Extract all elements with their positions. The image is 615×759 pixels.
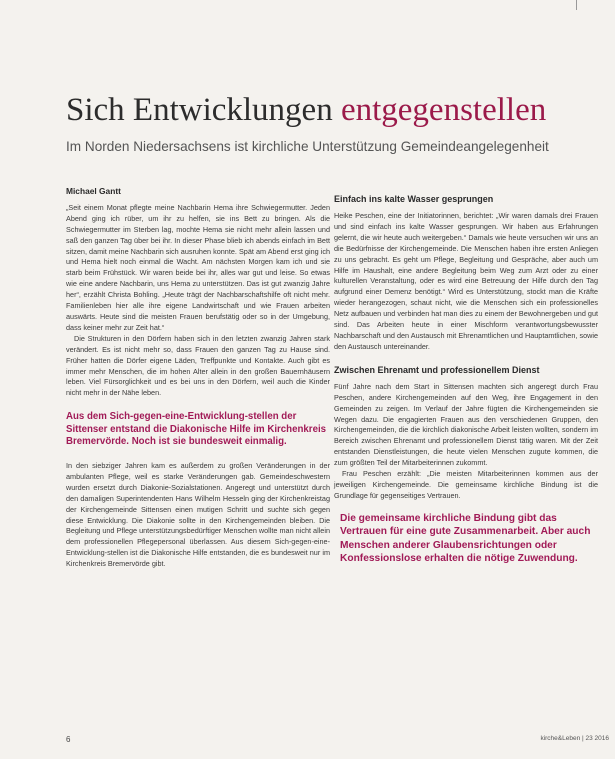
pull-quote: Aus dem Sich-gegen-eine-Entwicklung-stellen der Sittenser entstand die Diakonische Hilfe im Kirchenkreis Bremervörde. Noch ist sie bundesweit einmalig. bbox=[66, 411, 327, 448]
body-paragraph: Heike Peschen, eine der Initiatorinnen, berichtet: „Wir waren damals drei Frauen und sind einfach ins kalte Wasser gesprungen. Wir haben aus Erfahrungen gelernt, die wir heute auch weitergeben.“ Damals wie heute versuchen wir uns an die Bedürfnisse der Kirchengemeinde. Die Menschen haben ihre ersten Anliegen zu uns gebracht. Es geht um Pflege, Begleitung und Gespräche, aber auch um Hilfe im Haushalt, eine andere Begleitung beim Weg zum Arzt oder zu einer kulturellen Veranstaltung, oder es wird eine Betreuung der Hilfe durch den Tag aufgrund einer Demenz benötigt.“ Wird es Unterstützung, stockt man die Kräfte wieder herangezogen, schaut nicht, wie die Menschen sich ein professionelles Netz aufbauen und verbinden hat man dies zu einem der Bewohnergeben und gut sind. Das Arbeiten heute in einer Mischform verantwortungsbewusster Nachbarschaft und den Austausch mit Ehrenamtlichen und Hauptamtlichen, sowie den Austausch untereinander. bbox=[334, 211, 598, 351]
page-number: 6 bbox=[66, 735, 71, 744]
section-heading: Zwischen Ehrenamt und professionellem Dienst bbox=[334, 364, 540, 375]
author-name: Michael Gantt bbox=[66, 186, 121, 196]
crop-mark bbox=[576, 0, 577, 10]
headline-part-1: Sich Entwicklungen bbox=[66, 92, 333, 128]
article-headline bbox=[66, 90, 606, 130]
headline-part-2: entgegenstellen bbox=[340, 92, 547, 128]
body-paragraph: In den siebziger Jahren kam es außerdem zu großen Veränderungen in der ambulanten Pflege, weil es starke Veränderungen gab. Gemeindeschwestern wurden ersetzt durch Diakonie-Sozialstationen. Angeregt und unterstützt durch den damaligen Superintendenten Hans Wilhelm Hesseln ging der Kirchenkreistag der Kirchengemeinde Sittensen einen mutigen Schritt und suchte sich gegen diese Entwicklung. Die Diakonie sollte in den Kirchengemeinden bleiben. Die Begleitung und Pflege unterstützungsbedürftiger Menschen wollte man nicht allein dem professionellen Pflegepersonal überlassen. Aus diesem Sich-gegen-eine-Entwicklung-stellen ist die Diakonische Hilfe entstanden, die es bundesweit nur im Kirchenkreis Bremervörde gibt. bbox=[66, 461, 330, 569]
section-heading: Einfach ins kalte Wasser gesprungen bbox=[334, 194, 494, 204]
body-paragraph: Frau Peschen erzählt: „Die meisten Mitarbeiterinnen kommen aus der jeweiligen Kirchengemeinde. Die gemeinsame kirchliche Bindung ist die Grundlage für gegenseitiges Vertrauen. bbox=[334, 469, 598, 500]
article-subtitle: Im Norden Niedersachsens ist kirchliche Unterstützung Gemeindeangelegenheit bbox=[66, 139, 549, 154]
publication-info: kirche&Leben | 23 2016 bbox=[540, 735, 609, 742]
body-paragraph: „Seit einem Monat pflegte meine Nachbarin Hema ihre Schwiegermutter. Jeden Abend ging ich rüber, um ihr zu helfen, sie ins Bett zu bringen. Als die Schwiegermutter im Sterben lag, mochte Hema sie nicht mehr allein lassen und saß den ganzen Tag über bei ihr. In dieser Phase blieb ich abends einfach im Bett sitzen, damit meine Nachbarin sich ausruhen konnte. Spät am Abend erst ging ich und Hema hielt noch einmal die Wacht. Am nächsten Morgen kam ich und sie starb beim Frühstück. Wir waren beide bei ihr, alles war gut und leise. So etwas wie eine andere Nachbarin, uns Hema zu unterstützen. Das ist gut zwanzig Jahre her“, erzählt Christa Bohling. „Heute trägt der Nachbarschaftshilfe oft nicht mehr. Familienleben hier alle ihre eigene Landwirtschaft und wie Frauen arbeiten auswärts. Heute sind die meisten Frauen berufstätig oder so in der Umgebung, dass keiner mehr zur Zeit hat.“ bbox=[66, 202, 330, 332]
body-paragraph: Fünf Jahre nach dem Start in Sittensen machten sich angeregt durch Frau Peschen, andere Kirchengemeinden auf den Weg, ihre Engagement in den Gemeinden zu zeigen. Im Verlauf der Jahre fügten die Kirchengemeinden sie Wegen dazu. Die engagierten Frauen aus den verschiedenen Gruppen, den Kirchengemeinden, die die kirchlich diakonische Arbeit leisten wollten, sondern im Bereich zwischen Ehrenamt und professionellem Dienst tätig waren. Mit der Zeit entstanden Dienstleistungen, die heute vielen Menschen zugute kommen, die zum größten Teil der Mitarbeiterinnen zukommt. bbox=[334, 381, 598, 468]
right-column bbox=[334, 193, 598, 565]
body-paragraph: Die Strukturen in den Dörfern haben sich in den letzten zwanzig Jahren stark verändert. Es ist nicht mehr so, dass Frauen den ganzen Tag zu Hause sind. Früher hatten die Dörfer eigene Läden, Treffpunkte und Kontakte. Auch gibt es immer mehr Menschen, die im hohen Alter allein in den großen Bauernhäusern leben. Viel Fürsorglichkeit und es bei uns in den Dörfern, weil auch die Kinder nicht mehr in der Nähe leben. bbox=[66, 333, 330, 398]
pull-quote: Die gemeinsame kirchliche Bindung gibt das Vertrauen für eine gute Zusammenarbeit. Aber auch Menschen anderer Glaubensrichtungen oder Konfessionslose erhalten die nötige Zuwendung. bbox=[340, 512, 591, 564]
left-column bbox=[66, 186, 330, 570]
